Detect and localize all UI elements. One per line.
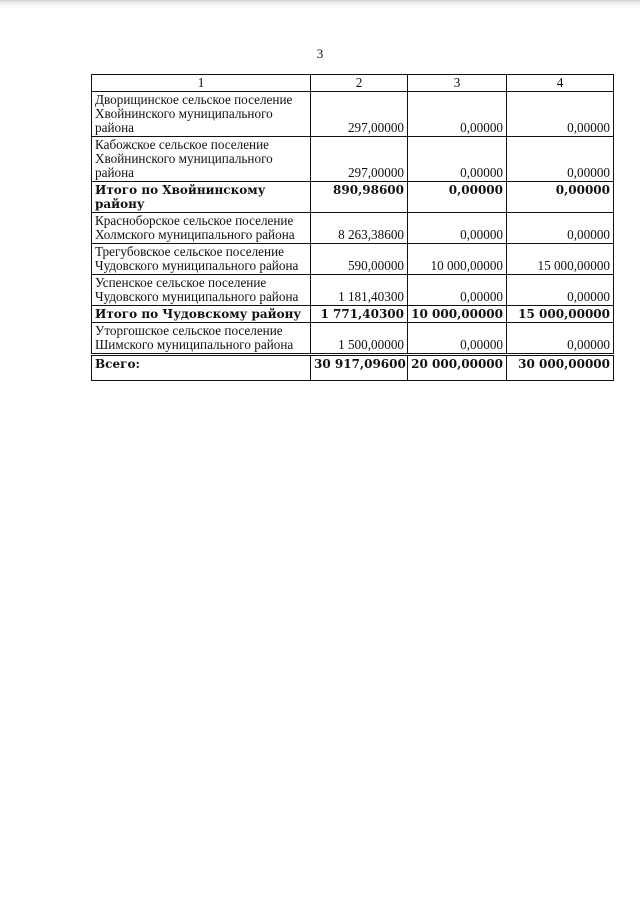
table-row bbox=[92, 137, 614, 182]
allocation-table bbox=[91, 74, 614, 381]
subtotal-value-col-2: 1 771,40300 bbox=[311, 306, 408, 323]
table-header-row bbox=[92, 75, 614, 92]
row-name: Успенское сельское поселение Чудовского муниципального района bbox=[92, 275, 311, 306]
table-row bbox=[92, 213, 614, 244]
table-row bbox=[92, 92, 614, 137]
row-value-col-4: 15 000,00000 bbox=[507, 244, 614, 275]
grand-total-label: Всего: bbox=[92, 355, 311, 381]
subtotal-value-col-2: 890,98600 bbox=[311, 182, 408, 213]
row-name: Трегубовское сельское поселение Чудовского муниципального района bbox=[92, 244, 311, 275]
row-name: Уторгошское сельское поселение Шимского муниципального района bbox=[92, 323, 311, 355]
row-value-col-2: 8 263,38600 bbox=[311, 213, 408, 244]
header-col-3: 3 bbox=[408, 75, 507, 92]
row-value-col-2: 1 500,00000 bbox=[311, 323, 408, 355]
row-value-col-4: 0,00000 bbox=[507, 275, 614, 306]
subtotal-row bbox=[92, 306, 614, 323]
row-value-col-2: 1 181,40300 bbox=[311, 275, 408, 306]
subtotal-row bbox=[92, 182, 614, 213]
subtotal-name: Итого по Хвойнинскому району bbox=[92, 182, 311, 213]
grand-total-col-4: 30 000,00000 bbox=[507, 355, 614, 381]
row-value-col-3: 0,00000 bbox=[408, 275, 507, 306]
row-name: Дворищинское сельское поселение Хвойнинского муниципального района bbox=[92, 92, 311, 137]
subtotal-value-col-4: 15 000,00000 bbox=[507, 306, 614, 323]
row-value-col-2: 590,00000 bbox=[311, 244, 408, 275]
header-col-1: 1 bbox=[92, 75, 311, 92]
subtotal-value-col-3: 10 000,00000 bbox=[408, 306, 507, 323]
subtotal-value-col-3: 0,00000 bbox=[408, 182, 507, 213]
row-value-col-4: 0,00000 bbox=[507, 137, 614, 182]
table-row bbox=[92, 275, 614, 306]
header-col-2: 2 bbox=[311, 75, 408, 92]
row-value-col-3: 10 000,00000 bbox=[408, 244, 507, 275]
row-value-col-3: 0,00000 bbox=[408, 137, 507, 182]
row-value-col-3: 0,00000 bbox=[408, 323, 507, 355]
grand-total-row bbox=[92, 355, 614, 381]
row-name: Красноборское сельское поселение Холмского муниципального района bbox=[92, 213, 311, 244]
row-value-col-2: 297,00000 bbox=[311, 137, 408, 182]
row-value-col-4: 0,00000 bbox=[507, 213, 614, 244]
scan-edge bbox=[0, 0, 640, 10]
table-row bbox=[92, 244, 614, 275]
row-value-col-3: 0,00000 bbox=[408, 213, 507, 244]
header-col-4: 4 bbox=[507, 75, 614, 92]
row-value-col-2: 297,00000 bbox=[311, 92, 408, 137]
row-value-col-4: 0,00000 bbox=[507, 323, 614, 355]
row-value-col-4: 0,00000 bbox=[507, 92, 614, 137]
table-row bbox=[92, 323, 614, 355]
row-name: Кабожское сельское поселение Хвойнинского муниципального района bbox=[92, 137, 311, 182]
subtotal-value-col-4: 0,00000 bbox=[507, 182, 614, 213]
row-value-col-3: 0,00000 bbox=[408, 92, 507, 137]
grand-total-col-2: 30 917,09600 bbox=[311, 355, 408, 381]
grand-total-col-3: 20 000,00000 bbox=[408, 355, 507, 381]
page-number: 3 bbox=[316, 46, 324, 61]
subtotal-name: Итого по Чудовскому району bbox=[92, 306, 311, 323]
